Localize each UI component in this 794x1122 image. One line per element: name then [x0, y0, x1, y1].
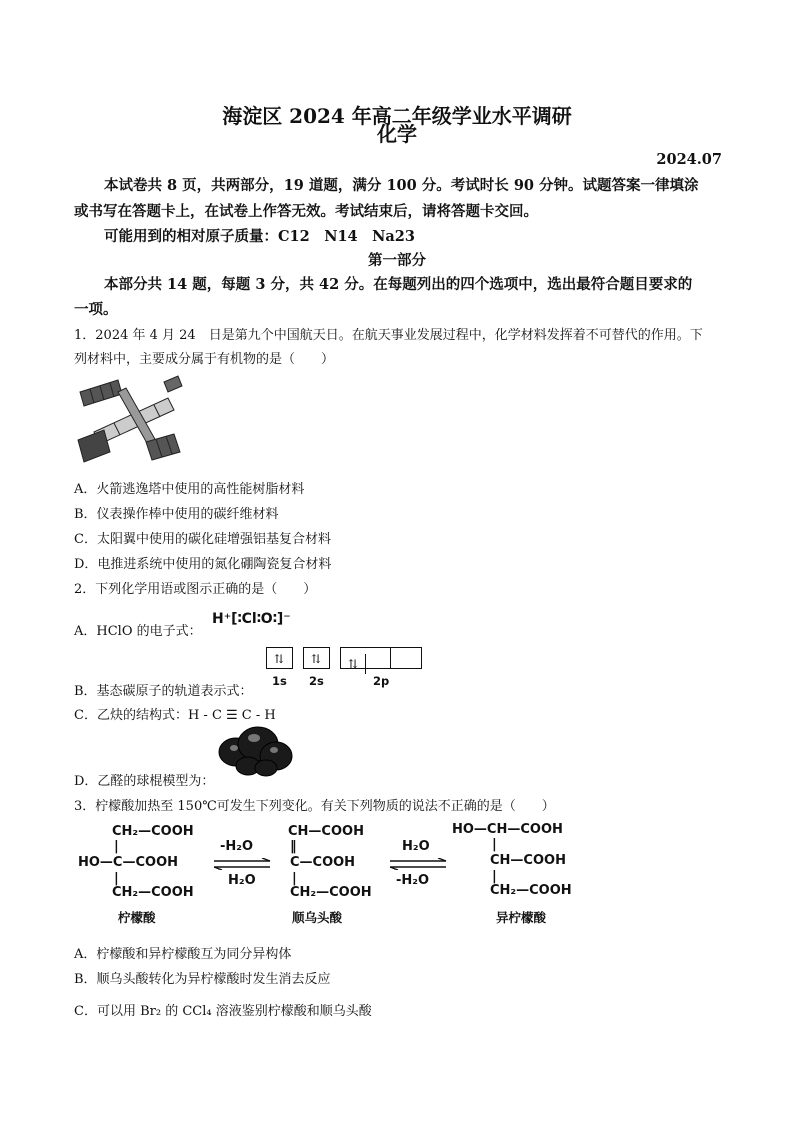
exam-date: 2024.07 — [656, 151, 722, 168]
instructions-line2: 或书写在答题卡上，在试卷上作答无效。考试结束后，请将答题卡交回。 — [74, 203, 538, 220]
aconitic-acid-name: 顺乌头酸 — [292, 910, 343, 925]
q1-stem-line1: 1．2024 年 4 月 24 日是第九个中国航天日。在航天事业发展过程中，化学材料发挥着不可替代的作用。下 — [74, 328, 703, 343]
orbital-label-2p: 2p — [373, 674, 390, 688]
q2-option-d: D．乙醛的球棍模型为： — [74, 774, 215, 789]
aconitic-acid-row2: C—COOH — [290, 855, 356, 870]
aconitic-acid-bond2: | — [292, 871, 297, 886]
orbital-cell — [366, 648, 391, 668]
arrow1-bottom-label: H₂O — [228, 873, 256, 888]
aconitic-acid-row1: CH—COOH — [288, 824, 364, 839]
q2-option-b: B．基态碳原子的轨道表示式： — [74, 684, 253, 699]
orbital-label-2s: 2s — [309, 674, 324, 688]
isocitric-acid-bond2: | — [492, 869, 497, 884]
subject-title — [0, 118, 794, 147]
arrow2-top-label: H₂O — [402, 839, 430, 854]
part1-heading: 第一部分 — [368, 252, 426, 269]
q2-stem: 2．下列化学用语或图示正确的是（ ） — [74, 582, 317, 597]
part1-desc-line1: 本部分共 14 题，每题 3 分，共 42 分。在每题列出的四个选项中，选出最符合题目要求的 — [104, 276, 693, 293]
citric-acid-row1: CH₂—COOH — [112, 824, 194, 839]
citric-acid-row3: CH₂—COOH — [112, 885, 194, 900]
isocitric-acid-name: 异柠檬酸 — [496, 910, 547, 925]
subject-text: 化学 — [377, 122, 417, 146]
arrow1-top-label: -H₂O — [220, 839, 254, 854]
acetaldehyde-ball-model — [214, 722, 296, 780]
q3-stem: 3．柠檬酸加热至 150℃可发生下列变化。有关下列物质的说法不正确的是（ ） — [74, 799, 555, 814]
aconitic-acid-row3: CH₂—COOH — [290, 885, 372, 900]
citric-acid-bond1: | — [114, 839, 119, 854]
orbital-cell: ⇅ — [310, 652, 322, 666]
hclo-electron-formula: H⁺[∶Cl∶O∶]⁻ — [212, 611, 291, 627]
atomic-mass-line: 可能用到的相对原子质量：C12 N14 Na23 — [104, 228, 415, 245]
isocitric-acid-row3: CH₂—COOH — [490, 883, 572, 898]
arrow2-bottom-label: -H₂O — [396, 873, 430, 888]
q1-option-c: C．太阳翼中使用的碳化硅增强铝基复合材料 — [74, 532, 331, 547]
isocitric-acid-row2: CH—COOH — [490, 853, 566, 868]
q3-option-c: C．可以用 Br₂ 的 CCl₄ 溶液鉴别柠檬酸和顺乌头酸 — [74, 1004, 372, 1019]
citric-acid-bond2: | — [114, 871, 119, 886]
orbital-2p — [340, 647, 422, 669]
q2-option-a: A．HClO 的电子式： — [74, 624, 202, 639]
q1-option-d: D．电推进系统中使用的氮化硼陶瓷复合材料 — [74, 557, 332, 572]
q3-option-a: A．柠檬酸和异柠檬酸互为同分异构体 — [74, 947, 292, 962]
instructions-line1: 本试卷共 8 页，共两部分，19 道题，满分 100 分。考试时长 90 分钟。试题答案一律填涂 — [104, 177, 699, 194]
part1-desc-line2: 一项。 — [74, 301, 118, 318]
q1-stem-line2: 列材料中，主要成分属于有机物的是（ ） — [74, 352, 335, 367]
exam-title: 海淀区 2024 年高二年级学业水平调研 — [222, 104, 572, 128]
citric-acid-row2: HO—C—COOH — [78, 855, 178, 870]
q1-option-a: A．火箭逃逸塔中使用的高性能树脂材料 — [74, 482, 305, 497]
orbital-2s — [303, 647, 330, 669]
equilibrium-arrow-2 — [388, 858, 448, 870]
q3-option-b: B．顺乌头酸转化为异柠檬酸时发生消去反应 — [74, 972, 331, 987]
q2-option-c: C．乙炔的结构式：H - C ☰ C - H — [74, 708, 276, 723]
isocitric-acid-bond1: | — [492, 837, 497, 852]
isocitric-acid-row1: HO—CH—COOH — [452, 822, 563, 837]
equilibrium-arrow-1 — [212, 858, 272, 870]
orbital-cell: ⇅ — [273, 652, 285, 666]
orbital-label-1s: 1s — [272, 674, 287, 688]
aconitic-acid-bond1: ‖ — [290, 839, 297, 854]
orbital-1s — [266, 647, 293, 669]
citric-acid-name: 柠檬酸 — [118, 910, 156, 925]
orbital-cell — [391, 648, 418, 668]
q1-option-b: B．仪表操作棒中使用的碳纤维材料 — [74, 507, 279, 522]
orbital-cell: ⇅ — [341, 654, 366, 674]
space-station-image — [74, 372, 186, 470]
